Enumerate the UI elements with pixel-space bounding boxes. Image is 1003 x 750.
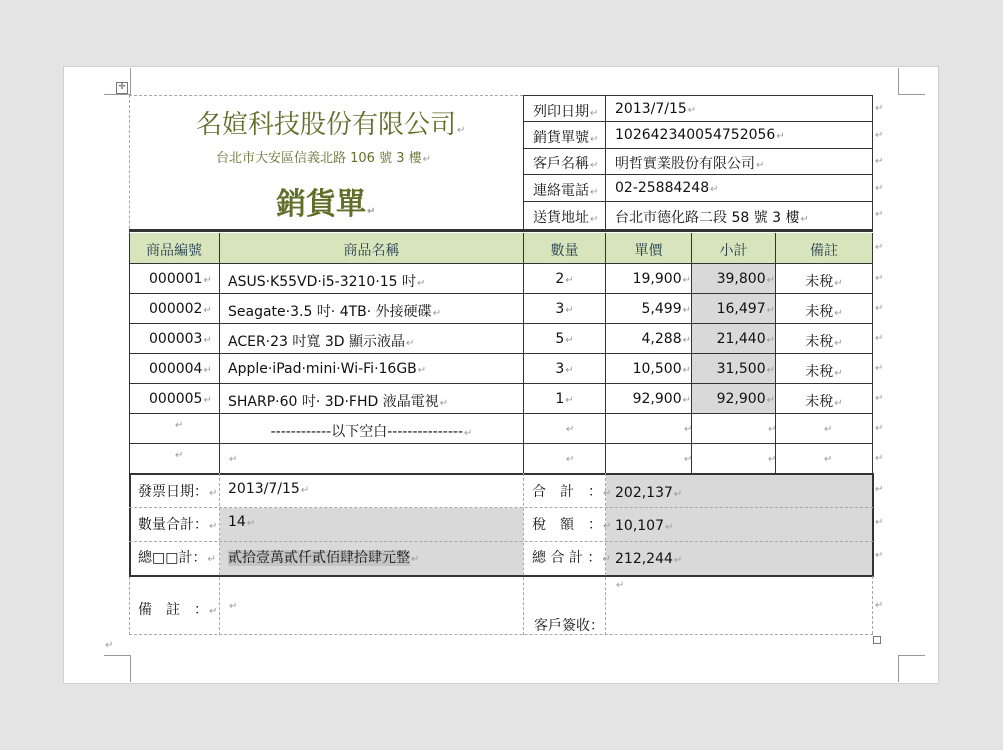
row-subtotal[interactable]: 16,497↵	[716, 301, 775, 317]
row-note[interactable]: 未稅↵	[805, 394, 843, 410]
row-qty[interactable]: 1↵	[555, 391, 574, 407]
row-subtotal[interactable]: 21,440↵	[716, 331, 775, 347]
crop-mark-bottom-right	[898, 655, 925, 682]
row-name[interactable]: ASUS·K55VD·i5-3210·15 吋↵	[228, 274, 426, 290]
sum-label: 合 計 ：↵	[532, 484, 612, 500]
col-header-note: 備註	[810, 243, 838, 259]
qty-total-label: 數量合計：↵	[138, 517, 218, 533]
row-id[interactable]: 000002↵	[149, 301, 212, 317]
info-value-phone[interactable]: 02-25884248↵	[615, 180, 719, 196]
row-name[interactable]: SHARP·60 吋· 3D·FHD 液晶電視↵	[228, 394, 449, 410]
row-qty[interactable]: 5↵	[555, 331, 574, 347]
info-label-phone: 連絡電話↵	[533, 183, 599, 199]
row-note[interactable]: 未稅↵	[805, 334, 843, 350]
col-header-qty: 數量	[550, 243, 579, 259]
row-note[interactable]: 未稅↵	[805, 304, 843, 320]
tax-label: 稅 額 ：↵	[532, 517, 612, 533]
amount-words-value[interactable]: 貳拾壹萬貳仟貳佰肆拾肆元整↵	[228, 550, 420, 566]
sum-value[interactable]: 202,137↵	[615, 485, 683, 501]
row-price[interactable]: 19,900↵	[632, 271, 691, 287]
info-value-address[interactable]: 台北市德化路二段 58 號 3 樓↵	[615, 210, 809, 226]
row-id[interactable]: 000003↵	[149, 331, 212, 347]
info-label-address: 送貨地址↵	[533, 210, 599, 226]
remarks-label: 備 註 ：↵	[138, 602, 218, 618]
col-header-name: 商品名稱	[343, 243, 400, 259]
amount-words-label: 總□□計：↵	[138, 550, 216, 566]
row-subtotal[interactable]: 31,500↵	[716, 361, 775, 377]
crop-mark-top-right	[898, 68, 925, 95]
row-subtotal[interactable]: 39,800↵	[716, 271, 775, 287]
row-price[interactable]: 4,288↵	[641, 331, 691, 347]
row-price[interactable]: 5,499↵	[641, 301, 691, 317]
row-subtotal[interactable]: 92,900↵	[716, 391, 775, 407]
info-label-order-no: 銷貨單號↵	[533, 130, 599, 146]
table-resize-handle-icon[interactable]	[873, 636, 881, 644]
invoice-date-label: 發票日期：↵	[138, 484, 218, 500]
row-id[interactable]: 000004↵	[149, 361, 212, 377]
company-name: 名媗科技股份有限公司↵	[196, 110, 466, 140]
qty-total-value[interactable]: 14↵	[228, 514, 256, 530]
crop-mark-bottom-left	[104, 655, 131, 682]
company-address: 台北市大安區信義北路 106 號 3 樓↵	[216, 151, 432, 166]
info-label-customer: 客戶名稱↵	[533, 156, 599, 172]
col-header-price: 單價	[634, 243, 663, 259]
customer-sign-label: 客戶簽收：	[534, 618, 604, 634]
row-id[interactable]: 000001↵	[149, 271, 212, 287]
tax-value[interactable]: 10,107↵	[615, 518, 674, 534]
row-name[interactable]: Seagate·3.5 吋· 4TB· 外接硬碟↵	[228, 304, 442, 320]
row-note[interactable]: 未稅↵	[805, 274, 843, 290]
blank-line-text[interactable]: ------------以下空白---------------↵	[270, 424, 473, 440]
table-move-handle-icon[interactable]: ✛	[116, 82, 128, 94]
info-value-customer[interactable]: 明哲實業股份有限公司↵	[615, 156, 765, 172]
grand-total-label: 總 合 計 ：↵	[532, 550, 611, 566]
invoice-date-value[interactable]: 2013/7/15↵	[228, 481, 310, 497]
info-value-order-no[interactable]: 102642340054752056↵	[615, 127, 785, 143]
row-name[interactable]: ACER·23 吋寬 3D 顯示液晶↵	[228, 334, 415, 350]
col-header-subtotal: 小計	[719, 243, 748, 259]
grand-total-value[interactable]: 212,244↵	[615, 551, 683, 567]
row-qty[interactable]: 3↵	[555, 361, 574, 377]
col-header-id: 商品編號	[146, 243, 202, 259]
row-price[interactable]: 10,500↵	[632, 361, 691, 377]
row-price[interactable]: 92,900↵	[632, 391, 691, 407]
info-value-print-date[interactable]: 2013/7/15↵	[615, 101, 697, 117]
row-note[interactable]: 未稅↵	[805, 364, 843, 380]
document-title: 銷貨單↵	[276, 187, 376, 222]
row-qty[interactable]: 3↵	[555, 301, 574, 317]
info-label-print-date: 列印日期↵	[533, 104, 599, 120]
row-name[interactable]: Apple·iPad·mini·Wi-Fi·16GB↵	[228, 361, 427, 377]
row-id[interactable]: 000005↵	[149, 391, 212, 407]
row-qty[interactable]: 2↵	[555, 271, 574, 287]
